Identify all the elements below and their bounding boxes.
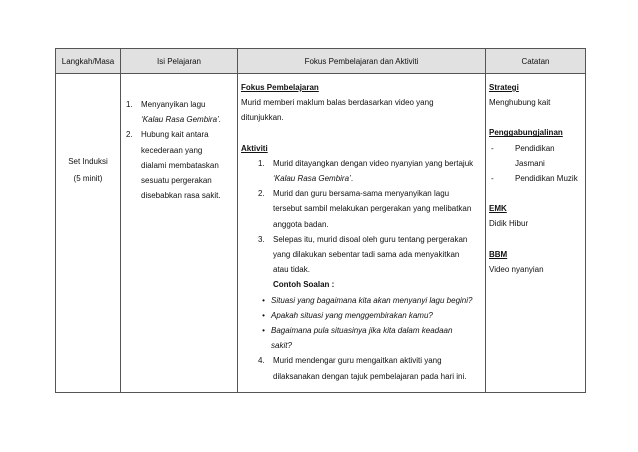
- aktiviti-number: 2.: [258, 189, 265, 199]
- aktiviti-line: tersebut sambil melakukan pergerakan yang melibatkan: [273, 204, 472, 214]
- aktiviti-heading: Aktiviti: [241, 143, 268, 153]
- contoh-soalan-label: Contoh Soalan :: [273, 280, 335, 290]
- question-text: Situasi yang bagaimana kita akan menyanyi lagu begini?: [271, 295, 473, 305]
- fokus-cell: [238, 74, 486, 393]
- isi-item-line: kecederaan yang: [141, 145, 203, 155]
- penggabungjalinan-text: Pendidikan: [515, 143, 555, 153]
- aktiviti-number: 4.: [258, 356, 265, 366]
- question-text: sakit?: [271, 341, 292, 351]
- bullet-icon: •: [262, 295, 265, 305]
- isi-item-number: 1.: [126, 100, 133, 109]
- fokus-intro-line: ditunjukkan.: [241, 113, 284, 123]
- aktiviti-number: 1.: [258, 158, 265, 168]
- question-item: [256, 323, 482, 353]
- aktiviti-line: anggota badan.: [273, 219, 329, 229]
- isi-item-line: disebabkan rasa sakit.: [141, 191, 221, 201]
- fokus-intro-line: Murid memberi maklum balas berdasarkan video yang: [241, 98, 434, 108]
- lesson-plan-table: [55, 48, 586, 393]
- isi-item-line: Hubung kait antara: [141, 130, 209, 140]
- isi-item-line: Menyanyikan lagu: [141, 100, 206, 109]
- aktiviti-item: [256, 232, 482, 293]
- emk-value: Didik Hibur: [489, 219, 529, 229]
- penggabungjalinan-list: [489, 141, 582, 187]
- aktiviti-line: Murid ditayangkan dengan video nyanyian yang bertajuk: [273, 158, 474, 168]
- emk-heading: EMK: [489, 204, 507, 214]
- header-catatan: Catatan: [486, 49, 586, 74]
- strategi-heading: Strategi: [489, 83, 519, 92]
- song-title: ‘Kalau Rasa Gembira’: [273, 174, 351, 184]
- isi-item-line: dialami membataskan: [141, 160, 219, 170]
- aktiviti-line: Selepas itu, murid disoal oleh guru tentang pergerakan: [273, 234, 468, 244]
- dash-icon: -: [491, 143, 494, 153]
- header-isi: Isi Pelajaran: [121, 49, 238, 74]
- aktiviti-line: .: [350, 174, 354, 184]
- fokus-heading: Fokus Pembelajaran: [241, 83, 319, 92]
- header-langkah: Langkah/Masa: [56, 49, 121, 74]
- aktiviti-line: Murid dan guru bersama-sama menyanyikan lagu: [273, 189, 450, 199]
- catatan-cell: [486, 74, 586, 393]
- aktiviti-item: [256, 353, 482, 383]
- question-list: [241, 293, 482, 354]
- question-item: [256, 293, 482, 308]
- isi-item: [124, 97, 234, 127]
- langkah-duration: (5 minit): [73, 174, 103, 183]
- header-row: [56, 49, 586, 74]
- penggabungjalinan-text: Jasmani: [515, 158, 545, 168]
- aktiviti-line: yang dilakukan sebentar tadi sama ada menyakitkan: [273, 250, 460, 260]
- isi-list: [124, 97, 234, 203]
- bullet-icon: •: [262, 326, 265, 336]
- aktiviti-number: 3.: [258, 234, 265, 244]
- langkah-cell: [56, 74, 121, 393]
- aktiviti-list: [241, 353, 482, 383]
- question-item: [256, 308, 482, 323]
- bullet-icon: •: [262, 310, 265, 320]
- penggabungjalinan-item: [489, 141, 582, 171]
- isi-cell: [121, 74, 238, 393]
- isi-item-line: sesuatu pergerakan: [141, 176, 212, 186]
- aktiviti-line: atau tidak.: [273, 265, 310, 275]
- isi-item-line: ‘Kalau Rasa Gembira’.: [141, 115, 222, 125]
- penggabungjalinan-item: [489, 171, 582, 186]
- bbm-value: Video nyanyian: [489, 264, 544, 274]
- bbm-heading: BBM: [489, 249, 508, 259]
- strategi-value: Menghubung kait: [489, 98, 551, 108]
- penggabungjalinan-heading: Penggabungjalinan: [489, 128, 563, 138]
- content-row: [56, 74, 586, 393]
- header-fokus: Fokus Pembelajaran dan Aktiviti: [238, 49, 486, 74]
- aktiviti-line: dilaksanakan dengan tajuk pembelajaran pada hari ini.: [273, 371, 467, 381]
- isi-item-number: 2.: [126, 130, 133, 140]
- question-text: Apakah situasi yang menggembirakan kamu?: [271, 310, 433, 320]
- isi-item: [124, 127, 234, 203]
- question-text: Bagaimana pula situasinya jika kita dalam keadaan: [271, 326, 453, 336]
- langkah-title: Set Induksi: [68, 157, 108, 166]
- aktiviti-list: [241, 156, 482, 293]
- dash-icon: -: [491, 174, 494, 184]
- aktiviti-line: Murid mendengar guru mengaitkan aktiviti yang: [273, 356, 442, 366]
- aktiviti-item: [256, 156, 482, 186]
- penggabungjalinan-text: Pendidikan Muzik: [515, 174, 578, 184]
- aktiviti-item: [256, 186, 482, 232]
